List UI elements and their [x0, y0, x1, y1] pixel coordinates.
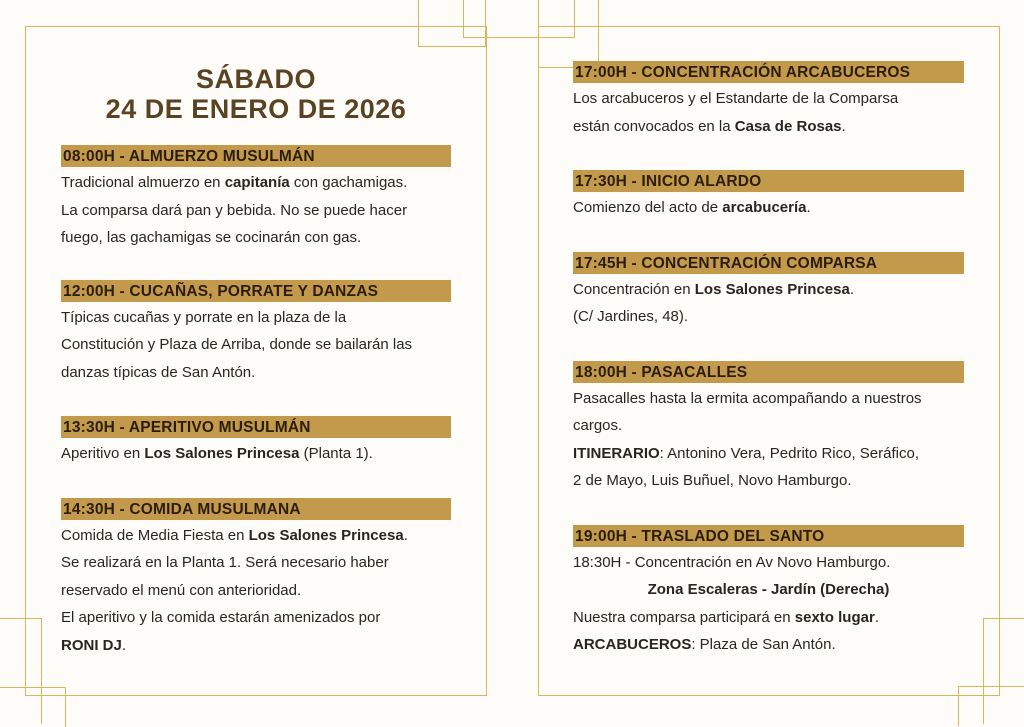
- event-heading: 18:00H - PASACALLES: [573, 361, 964, 383]
- event-line: [573, 412, 964, 440]
- emphasis-text: RONI DJ: [61, 636, 122, 654]
- text-segment: (Planta 1).: [299, 445, 373, 462]
- text-segment: .: [806, 199, 811, 216]
- text-segment: Pasacalles hasta la ermita acompañando a nuestros: [573, 389, 922, 407]
- text-segment: Se realizará en la Planta 1. Será necesario haber: [61, 554, 389, 571]
- event-block: [573, 525, 964, 659]
- event-line: [61, 197, 451, 225]
- event-heading: 08:00H - ALMUERZO MUSULMÁN: [61, 145, 451, 167]
- emphasis-text: Zona Escaleras - Jardín (Derecha): [647, 581, 890, 598]
- event-line: [61, 632, 451, 660]
- event-description: [573, 549, 964, 659]
- event-block: [573, 61, 964, 140]
- event-block: [61, 145, 451, 252]
- text-segment: Aperitivo en: [61, 445, 145, 462]
- event-description: [573, 276, 964, 331]
- text-segment: .: [403, 526, 408, 544]
- event-block: [573, 252, 964, 331]
- event-heading: 19:00H - TRASLADO DEL SANTO: [573, 525, 964, 547]
- event-line: [573, 85, 964, 113]
- text-segment: Típicas cucañas y porrate en la plaza de la: [61, 308, 347, 326]
- text-segment: .: [849, 280, 854, 298]
- date-title: 24 DE ENERO DE 2026: [105, 94, 407, 124]
- text-segment: .: [841, 117, 846, 135]
- event-heading: 14:30H - COMIDA MUSULMANA: [61, 498, 451, 520]
- text-segment: Nuestra comparsa participará en: [573, 608, 795, 626]
- day-title: SÁBADO: [195, 64, 316, 94]
- right-panel: [573, 61, 964, 659]
- emphasis-text: Casa de Rosas: [734, 117, 842, 135]
- text-segment: Comida de Media Fiesta en: [61, 526, 249, 544]
- event-block: [573, 361, 964, 495]
- event-description: [61, 304, 451, 387]
- event-line: [573, 549, 964, 577]
- event-line: [61, 359, 451, 387]
- event-line: [573, 604, 964, 632]
- event-line: [61, 604, 451, 632]
- text-segment: cargos.: [573, 417, 623, 434]
- text-segment: El aperitivo y la comida estarán amenizados por: [61, 609, 381, 626]
- event-line: [573, 440, 964, 468]
- text-segment: Los arcabuceros y el Estandarte de la Comparsa: [573, 90, 899, 107]
- event-line: [61, 169, 451, 197]
- emphasis-text: Los Salones Princesa: [248, 526, 404, 544]
- text-segment: fuego, las gachamigas se cocinarán con gas.: [61, 229, 362, 246]
- bottom-left-deco-2: [0, 687, 66, 727]
- event-description: [61, 169, 451, 252]
- event-description: [573, 194, 964, 222]
- right-events: [573, 61, 964, 659]
- event-heading: 17:45H - CONCENTRACIÓN COMPARSA: [573, 252, 964, 274]
- text-segment: .: [874, 608, 879, 626]
- event-heading: 12:00H - CUCAÑAS, PORRATE Y DANZAS: [61, 280, 451, 302]
- text-segment: La comparsa dará pan y bebida. No se puede hacer: [61, 201, 408, 219]
- emphasis-text: capitanía: [224, 174, 290, 191]
- event-description: [61, 440, 451, 468]
- event-line: [61, 549, 451, 577]
- event-line: [573, 467, 964, 495]
- text-segment: Concentración en: [573, 280, 695, 298]
- event-line: [573, 385, 964, 413]
- event-heading: 13:30H - APERITIVO MUSULMÁN: [61, 416, 451, 438]
- text-segment: Tradicional almuerzo en: [61, 174, 225, 191]
- event-line: [61, 522, 451, 550]
- event-heading: 17:30H - INICIO ALARDO: [573, 170, 964, 192]
- event-heading: 17:00H - CONCENTRACIÓN ARCABUCEROS: [573, 61, 964, 83]
- emphasis-text: ARCABUCEROS: [573, 636, 692, 653]
- text-segment: 18:30H - Concentración en Av Novo Hamburgo.: [573, 553, 891, 571]
- event-description: [61, 522, 451, 660]
- event-line: [61, 224, 451, 252]
- event-block: [61, 416, 451, 468]
- emphasis-text: arcabucería: [722, 199, 807, 216]
- text-segment: están convocados en la: [573, 117, 735, 135]
- text-segment: : Antonino Vera, Pedrito Rico, Seráfico,: [659, 444, 919, 462]
- event-line: [573, 303, 964, 331]
- text-segment: Comienzo del acto de: [573, 199, 723, 216]
- event-line: [573, 113, 964, 141]
- emphasis-text: sexto lugar: [794, 608, 875, 626]
- event-line: [573, 194, 964, 222]
- event-block: [573, 170, 964, 222]
- event-block: [61, 280, 451, 387]
- event-line: [61, 440, 451, 468]
- event-block: [61, 498, 451, 660]
- event-line: [573, 276, 964, 304]
- text-segment: : Plaza de San Antón.: [691, 636, 836, 653]
- event-line: [61, 331, 451, 359]
- text-segment: Constitución y Plaza de Arriba, donde se bailarán las: [61, 336, 413, 353]
- event-line: [61, 304, 451, 332]
- event-description: [573, 85, 964, 140]
- event-description: [573, 385, 964, 495]
- text-segment: 2 de Mayo, Luis Buñuel, Novo Hamburgo.: [573, 472, 852, 489]
- text-segment: reservado el menú con anterioridad.: [61, 581, 302, 599]
- text-segment: .: [121, 636, 127, 654]
- event-line: [573, 631, 964, 659]
- event-line: [61, 577, 451, 605]
- emphasis-text: ITINERARIO: [573, 444, 660, 462]
- text-segment: (C/ Jardines, 48).: [573, 308, 689, 325]
- text-segment: con gachamigas.: [289, 174, 408, 191]
- text-segment: danzas típicas de San Antón.: [61, 363, 256, 381]
- left-panel: [61, 64, 451, 659]
- bottom-right-deco-2: [958, 686, 1024, 726]
- left-events: [61, 145, 451, 659]
- top-deco-square-3: [538, 0, 599, 68]
- date-heading: [61, 64, 451, 124]
- emphasis-text: Los Salones Princesa: [144, 445, 300, 462]
- emphasis-text: Los Salones Princesa: [694, 280, 850, 298]
- event-line: [573, 576, 964, 604]
